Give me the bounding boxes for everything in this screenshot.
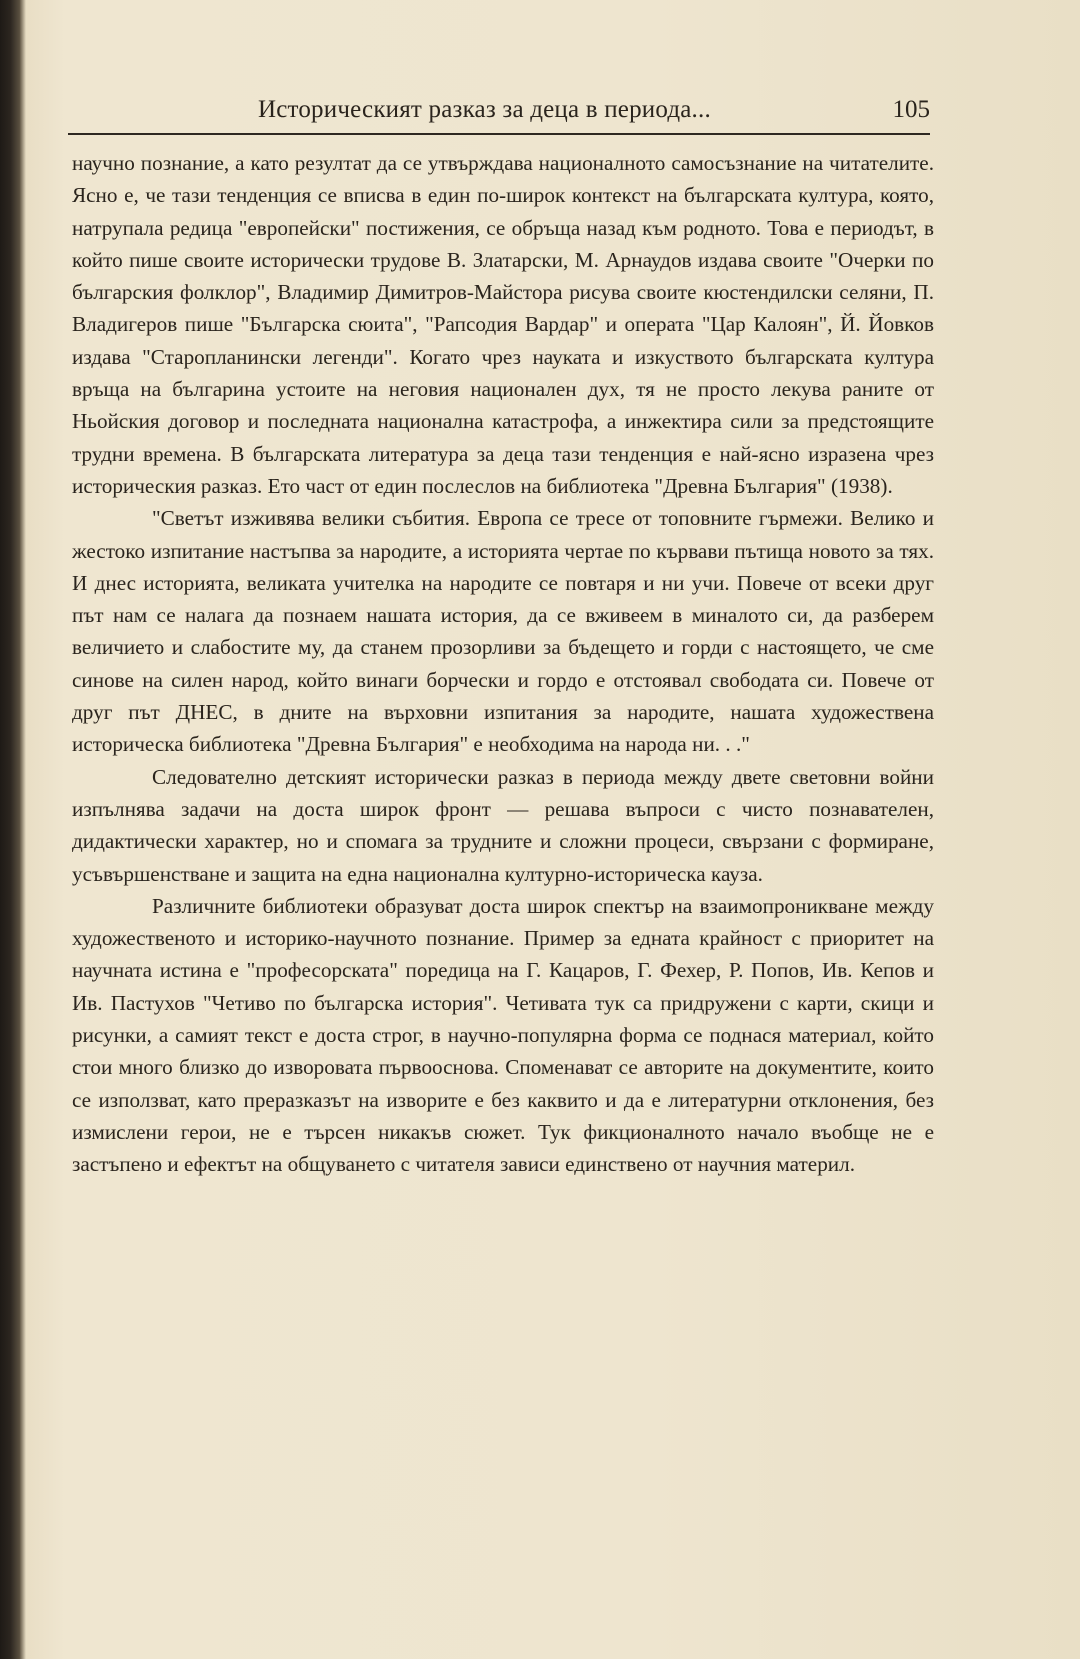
- paragraph-1: научно познание, а като резултат да се утвърждава националното самосъзнание на читателите. Ясно е, че тази тенденция се вписва в един по-широк контекст на българската култура, която, натрупала редица "европейски" постижения, се обръща назад към родното. Това е периодът, в който пише своите исторически трудове В. Златарски, М. Арнаудов издава своите "Очерки по българския фолклор", Владимир Димитров-Майстора рисува своите кюстендилски селяни, П. Владигеров пише "Българска сюита", "Рапсодия Вардар" и операта "Цар Калоян", Й. Йовков издава "Старопланински легенди". Когато чрез науката и изкуството българската култура връща на българина устоите на неговия национален дух, тя не просто лекува раните от Ньойския договор и последната национална катастрофа, а инжектира сили за предстоящите трудни времена. В българската литература за деца тази тенденция е най-ясно изразена чрез историческия разказ. Ето част от един послеслов на библиотека "Древна България" (1938).: [72, 151, 934, 498]
- body-text: [72, 147, 934, 1181]
- paragraph-4: Различните библиотеки образуват доста широк спектър на взаимопроникване между художественото и историко-научното познание. Пример за едната крайност с приоритет на научната истина е "професорската" поредица на Г. Кацаров, Г. Фехер, Р. Попов, Ив. Кепов и Ив. Пастухов "Четиво по българска история". Четивата тук са придружени с карти, скици и рисунки, а самият текст е доста строг, в научно-популярна форма се поднася материал, който стои много близко до изворовата първооснова. Споменават се авторите на документите, които се използват, като преразказът на изворите е без каквито и да е литературни отклонения, без измислени герои, не е търсен никакъв сюжет. Тук фикционалното начало въобще не е застъпено и ефектът на общуването с читателя зависи единствено от научния материл.: [72, 893, 934, 1177]
- header-rule: [68, 133, 930, 135]
- paragraph-2-quotation: "Светът изживява велики събития. Европа се тресе от топовните гърмежи. Велико и жестоко изпитание настъпва за народите, а историята чертае по кървави пътища новото за тях. И днес историята, великата учителка на народите се повтаря и ни учи. Повече от всеки друг път нам се налага да познаем нашата история, да се вживеем в миналото си, да разберем величието и слабостите му, да станем прозорливи за бъдещето и горди с настоящето, че сме синове на силен народ, който винаги борчески и гордо е отстоявал свободата си. Повече от друг път ДНЕС, в дните на върховни изпитания за народите, нашата художествена историческа библиотека "Древна България" е необходима на народа ни. . .": [72, 506, 934, 757]
- page-number: 105: [892, 96, 930, 123]
- running-header: [68, 96, 930, 136]
- paragraph-3: Следователно детският исторически разказ в периода между двете световни войни изпълнява задачи на доста широк фронт — решава въпроси с чисто познавателен, дидактически характер, но и спомага за трудните и сложни процеси, свързани с формиране, усъвършенстване и защита на една национална културно-историческа кауза.: [72, 764, 934, 886]
- running-header-title: Историческият разказ за деца в периода...: [258, 96, 711, 123]
- book-spine-shadow: [0, 0, 26, 1659]
